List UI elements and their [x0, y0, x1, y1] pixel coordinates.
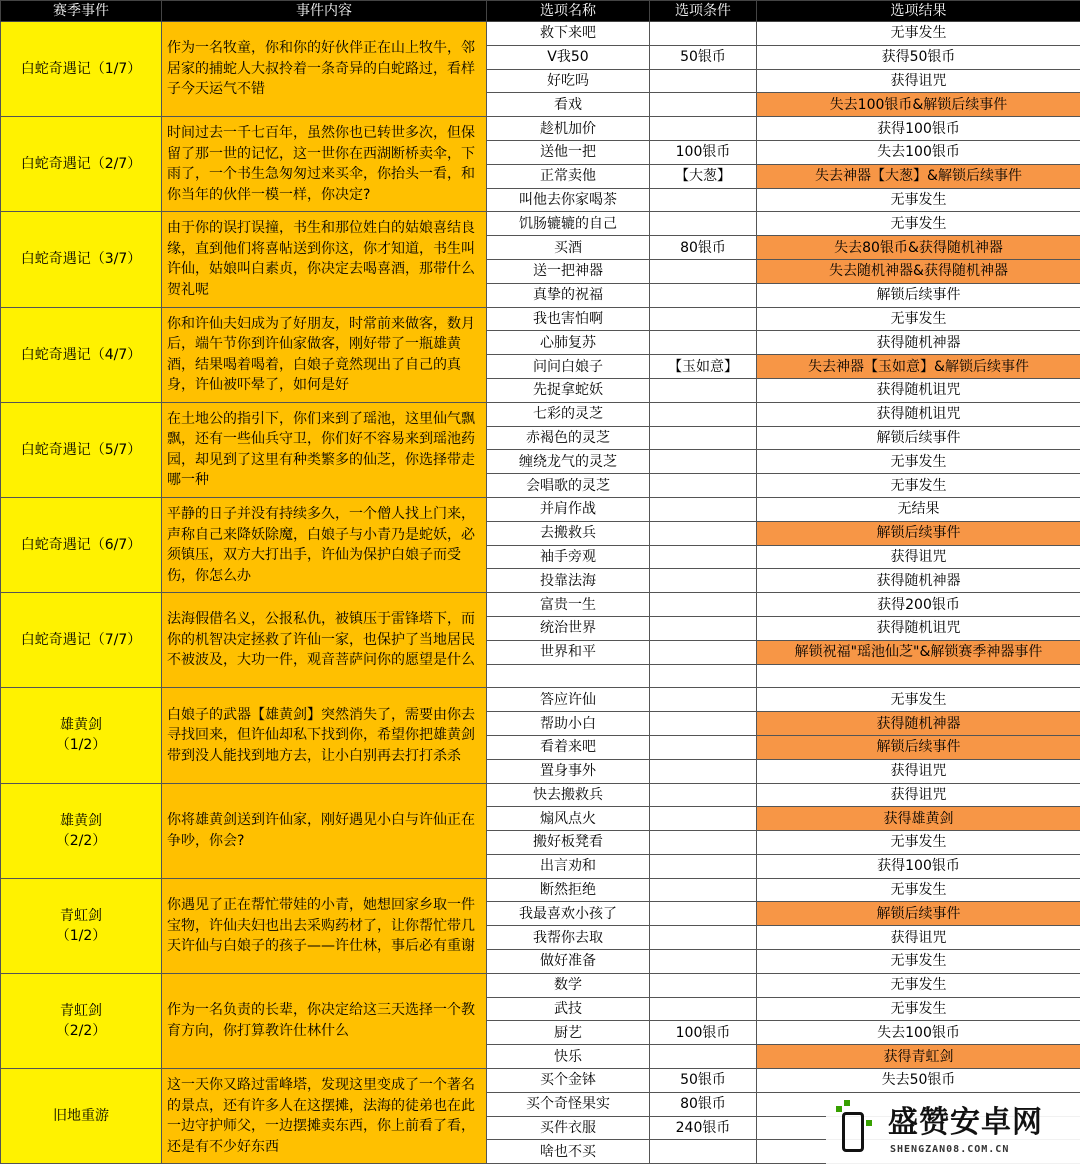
option-condition-cell: 【大葱】	[650, 164, 757, 188]
table-row	[1, 212, 1080, 236]
option-condition-cell	[650, 688, 757, 712]
option-result-cell: 获得随机诅咒	[757, 616, 1080, 640]
option-name-cell: 置身事外	[487, 759, 650, 783]
option-result-cell: 无事发生	[757, 212, 1080, 236]
option-result-cell: 获得100银币	[757, 117, 1080, 141]
event-content-cell: 法海假借名义，公报私仇，被镇压于雷锋塔下，而你的机智决定拯救了许仙一家，也保护了当地居民不被波及，大功一件，观音菩萨问你的愿望是什么	[162, 593, 487, 688]
phone-logo-icon	[842, 1112, 864, 1152]
option-condition-cell	[650, 1140, 757, 1164]
option-result-cell: 无事发生	[757, 950, 1080, 974]
table-row	[1, 878, 1080, 902]
option-name-cell: 问问白娘子	[487, 355, 650, 379]
option-result-cell: 获得随机诅咒	[757, 378, 1080, 402]
watermark-title: 盛赞安卓网	[888, 1105, 1043, 1140]
table-row	[1, 117, 1080, 141]
header-event-content: 事件内容	[162, 1, 487, 22]
option-name-cell: 帮助小白	[487, 712, 650, 736]
option-name-cell: 做好准备	[487, 950, 650, 974]
option-condition-cell	[650, 283, 757, 307]
option-result-cell: 获得诅咒	[757, 783, 1080, 807]
option-result-cell: 失去100银币	[757, 140, 1080, 164]
option-condition-cell	[650, 593, 757, 617]
option-name-cell: 买件衣服	[487, 1116, 650, 1140]
option-condition-cell	[650, 807, 757, 831]
header-option-result: 选项结果	[757, 1, 1080, 22]
option-name-cell: 买酒	[487, 236, 650, 260]
option-name-cell: 厨艺	[487, 1021, 650, 1045]
option-condition-cell: 50银币	[650, 1069, 757, 1093]
option-condition-cell	[650, 973, 757, 997]
option-name-cell: 心肺复苏	[487, 331, 650, 355]
watermark-subtitle: SHENGZAN08.COM.CN	[890, 1144, 1010, 1155]
option-name-cell: 七彩的灵芝	[487, 402, 650, 426]
option-condition-cell	[650, 616, 757, 640]
option-name-cell: 去搬救兵	[487, 521, 650, 545]
option-name-cell: 趁机加价	[487, 117, 650, 141]
option-name-cell: 好吃吗	[487, 69, 650, 93]
option-condition-cell	[650, 569, 757, 593]
option-name-cell: 送他一把	[487, 140, 650, 164]
option-condition-cell	[650, 331, 757, 355]
option-name-cell: 快乐	[487, 1045, 650, 1069]
event-content-cell: 白娘子的武器【雄黄剑】突然消失了，需要由你去寻找回来，但许仙却私下找到你，希望你把雄黄剑带到没人能找到地方去，让小白别再去打打杀杀	[162, 688, 487, 783]
option-name-cell: 袖手旁观	[487, 545, 650, 569]
header-option-condition: 选项条件	[650, 1, 757, 22]
option-condition-cell	[650, 997, 757, 1021]
option-result-cell: 无事发生	[757, 22, 1080, 46]
event-name-cell: 白蛇奇遇记（6/7）	[1, 497, 162, 592]
option-result-cell: 获得100银币	[757, 854, 1080, 878]
option-name-cell: 救下来吧	[487, 22, 650, 46]
option-condition-cell	[650, 902, 757, 926]
option-condition-cell: 80银币	[650, 1092, 757, 1116]
option-condition-cell	[650, 117, 757, 141]
option-name-cell: 数学	[487, 973, 650, 997]
table-row	[1, 1069, 1080, 1093]
option-result-cell: 无事发生	[757, 973, 1080, 997]
option-condition-cell: 100银币	[650, 140, 757, 164]
event-content-cell: 你将雄黄剑送到许仙家，刚好遇见小白与许仙正在争吵，你会?	[162, 783, 487, 878]
event-content-cell: 你和许仙夫妇成为了好朋友，时常前来做客，数月后，端午节你到许仙家做客，刚好带了一瓶雄黄酒，结果喝着喝着，白娘子竟然现出了自己的真身，许仙被吓晕了，如何是好	[162, 307, 487, 402]
option-result-cell: 失去神器【大葱】&解锁后续事件	[757, 164, 1080, 188]
logo-dot	[844, 1100, 850, 1106]
option-name-cell: V我50	[487, 45, 650, 69]
event-name-cell: 雄黄剑 （1/2）	[1, 688, 162, 783]
event-content-cell: 作为一名牧童，你和你的好伙伴正在山上牧牛，邻居家的捕蛇人大叔拎着一条奇异的白蛇路过，看样子今天运气不错	[162, 22, 487, 117]
option-condition-cell	[650, 1045, 757, 1069]
option-name-cell: 送一把神器	[487, 259, 650, 283]
option-name-cell: 并肩作战	[487, 497, 650, 521]
option-name-cell: 答应许仙	[487, 688, 650, 712]
option-name-cell: 买个金钵	[487, 1069, 650, 1093]
event-content-cell: 这一天你又路过雷峰塔，发现这里变成了一个著名的景点，还有许多人在这摆摊，法海的徒弟也在此一边守护师父，一边摆摊卖东西，你上前看了看，还是有不少好东西	[162, 1069, 487, 1164]
table-row	[1, 402, 1080, 426]
event-name-cell: 雄黄剑 （2/2）	[1, 783, 162, 878]
option-name-cell: 我帮你去取	[487, 926, 650, 950]
option-result-cell: 失去50银币	[757, 1069, 1080, 1093]
option-condition-cell	[650, 783, 757, 807]
table-row	[1, 688, 1080, 712]
option-name-cell: 看戏	[487, 93, 650, 117]
event-name-cell: 白蛇奇遇记（4/7）	[1, 307, 162, 402]
option-result-cell: 解锁后续事件	[757, 902, 1080, 926]
option-name-cell: 煽风点火	[487, 807, 650, 831]
event-name-cell: 白蛇奇遇记（1/7）	[1, 22, 162, 117]
option-name-cell: 正常卖他	[487, 164, 650, 188]
option-condition-cell	[650, 378, 757, 402]
option-result-cell: 解锁祝福"瑶池仙芝"&解锁赛季神器事件	[757, 640, 1080, 664]
table-row	[1, 22, 1080, 46]
option-condition-cell	[650, 259, 757, 283]
option-condition-cell	[650, 426, 757, 450]
option-condition-cell: 50银币	[650, 45, 757, 69]
option-result-cell: 无事发生	[757, 474, 1080, 498]
table-header-row	[1, 1, 1080, 22]
option-condition-cell	[650, 521, 757, 545]
option-name-cell: 搬好板凳看	[487, 831, 650, 855]
option-name-cell: 世界和平	[487, 640, 650, 664]
option-condition-cell	[650, 307, 757, 331]
option-name-cell: 缠绕龙气的灵芝	[487, 450, 650, 474]
event-content-cell: 在土地公的指引下，你们来到了瑶池，这里仙气飘飘，还有一些仙兵守卫，你们好不容易来到瑶池药园，却见到了这里有种类繁多的仙芝，你选择带走哪一种	[162, 402, 487, 497]
option-result-cell	[757, 664, 1080, 688]
event-name-cell: 白蛇奇遇记（2/7）	[1, 117, 162, 212]
option-condition-cell	[650, 474, 757, 498]
option-name-cell: 断然拒绝	[487, 878, 650, 902]
option-condition-cell	[650, 712, 757, 736]
event-name-cell: 青虹剑 （2/2）	[1, 973, 162, 1068]
option-name-cell: 叫他去你家喝茶	[487, 188, 650, 212]
table-row	[1, 307, 1080, 331]
option-name-cell: 武技	[487, 997, 650, 1021]
option-result-cell: 无事发生	[757, 450, 1080, 474]
option-result-cell: 获得随机诅咒	[757, 402, 1080, 426]
option-result-cell: 获得诅咒	[757, 69, 1080, 93]
option-condition-cell	[650, 664, 757, 688]
option-condition-cell	[650, 831, 757, 855]
option-result-cell: 获得50银币	[757, 45, 1080, 69]
option-condition-cell	[650, 545, 757, 569]
option-name-cell: 快去搬救兵	[487, 783, 650, 807]
option-result-cell: 失去100银币	[757, 1021, 1080, 1045]
option-condition-cell	[650, 926, 757, 950]
option-result-cell: 获得随机神器	[757, 331, 1080, 355]
option-name-cell: 饥肠辘辘的自己	[487, 212, 650, 236]
option-name-cell: 富贵一生	[487, 593, 650, 617]
header-season-event: 赛季事件	[1, 1, 162, 22]
option-name-cell: 投靠法海	[487, 569, 650, 593]
event-name-cell: 旧地重游	[1, 1069, 162, 1164]
event-name-cell: 白蛇奇遇记（7/7）	[1, 593, 162, 688]
option-result-cell: 无事发生	[757, 878, 1080, 902]
option-name-cell: 先捉拿蛇妖	[487, 378, 650, 402]
option-condition-cell	[650, 188, 757, 212]
logo-dot	[866, 1120, 872, 1126]
table-body	[1, 22, 1080, 1164]
option-result-cell: 无结果	[757, 497, 1080, 521]
option-result-cell: 获得诅咒	[757, 926, 1080, 950]
option-condition-cell	[650, 402, 757, 426]
option-name-cell: 出言劝和	[487, 854, 650, 878]
option-name-cell	[487, 664, 650, 688]
option-result-cell: 解锁后续事件	[757, 426, 1080, 450]
option-result-cell: 解锁后续事件	[757, 521, 1080, 545]
option-condition-cell	[650, 450, 757, 474]
option-condition-cell: 80银币	[650, 236, 757, 260]
option-result-cell: 失去随机神器&获得随机神器	[757, 259, 1080, 283]
table-row	[1, 497, 1080, 521]
option-condition-cell	[650, 93, 757, 117]
option-result-cell: 获得雄黄剑	[757, 807, 1080, 831]
table-row	[1, 973, 1080, 997]
option-condition-cell	[650, 22, 757, 46]
option-condition-cell: 240银币	[650, 1116, 757, 1140]
header-option-name: 选项名称	[487, 1, 650, 22]
event-name-cell: 白蛇奇遇记（5/7）	[1, 402, 162, 497]
event-name-cell: 白蛇奇遇记（3/7）	[1, 212, 162, 307]
option-result-cell: 无事发生	[757, 307, 1080, 331]
option-condition-cell	[650, 212, 757, 236]
option-condition-cell	[650, 497, 757, 521]
option-condition-cell: 【玉如意】	[650, 355, 757, 379]
option-result-cell: 获得诅咒	[757, 545, 1080, 569]
option-result-cell: 无事发生	[757, 188, 1080, 212]
event-content-cell: 时间过去一千七百年，虽然你也已转世多次，但保留了那一世的记忆，这一世你在西湖断桥卖伞，下雨了，一个书生急匆匆过来买伞，你抬头一看，和你当年的伙伴一模一样，你决定?	[162, 117, 487, 212]
table-row	[1, 593, 1080, 617]
option-name-cell: 我最喜欢小孩了	[487, 902, 650, 926]
event-content-cell: 由于你的误打误撞，书生和那位姓白的姑娘喜结良缘，直到他们将喜帖送到你这，你才知道，书生叫许仙，姑娘叫白素贞，你决定去喝喜酒，那带什么贺礼呢	[162, 212, 487, 307]
option-condition-cell	[650, 950, 757, 974]
logo-dot	[836, 1106, 842, 1112]
option-result-cell: 无事发生	[757, 688, 1080, 712]
option-name-cell: 会唱歌的灵芝	[487, 474, 650, 498]
option-result-cell: 失去100银币&解锁后续事件	[757, 93, 1080, 117]
option-condition-cell	[650, 878, 757, 902]
option-result-cell: 获得青虹剑	[757, 1045, 1080, 1069]
option-result-cell: 无事发生	[757, 997, 1080, 1021]
option-name-cell: 赤褐色的灵芝	[487, 426, 650, 450]
option-result-cell: 获得随机神器	[757, 569, 1080, 593]
option-result-cell: 解锁后续事件	[757, 735, 1080, 759]
option-result-cell: 失去神器【玉如意】&解锁后续事件	[757, 355, 1080, 379]
site-watermark	[826, 1100, 1080, 1164]
event-content-cell: 你遇见了正在帮忙带娃的小青，她想回家乡取一件宝物，许仙夫妇也出去采购药材了，让你帮忙带几天许仙与白娘子的孩子——许仕林，事后必有重谢	[162, 878, 487, 973]
option-condition-cell: 100银币	[650, 1021, 757, 1045]
event-content-cell: 平静的日子并没有持续多久，一个僧人找上门来，声称自己来降妖除魔，白娘子与小青乃是蛇妖，必须镇压，双方大打出手，许仙为保护白娘子而受伤，你怎么办	[162, 497, 487, 592]
option-name-cell: 啥也不买	[487, 1140, 650, 1164]
option-name-cell: 买个奇怪果实	[487, 1092, 650, 1116]
option-condition-cell	[650, 759, 757, 783]
option-condition-cell	[650, 640, 757, 664]
option-result-cell: 失去80银币&获得随机神器	[757, 236, 1080, 260]
option-result-cell: 解锁后续事件	[757, 283, 1080, 307]
option-name-cell: 真挚的祝福	[487, 283, 650, 307]
option-result-cell: 获得200银币	[757, 593, 1080, 617]
option-name-cell: 看着来吧	[487, 735, 650, 759]
option-result-cell: 获得随机神器	[757, 712, 1080, 736]
event-name-cell: 青虹剑 （1/2）	[1, 878, 162, 973]
option-condition-cell	[650, 735, 757, 759]
option-condition-cell	[650, 69, 757, 93]
option-condition-cell	[650, 854, 757, 878]
option-name-cell: 统治世界	[487, 616, 650, 640]
option-result-cell: 获得诅咒	[757, 759, 1080, 783]
option-result-cell: 无事发生	[757, 831, 1080, 855]
option-name-cell: 我也害怕啊	[487, 307, 650, 331]
table-row	[1, 783, 1080, 807]
event-content-cell: 作为一名负责的长辈，你决定给这三天选择一个教育方向，你打算教许仕林什么	[162, 973, 487, 1068]
